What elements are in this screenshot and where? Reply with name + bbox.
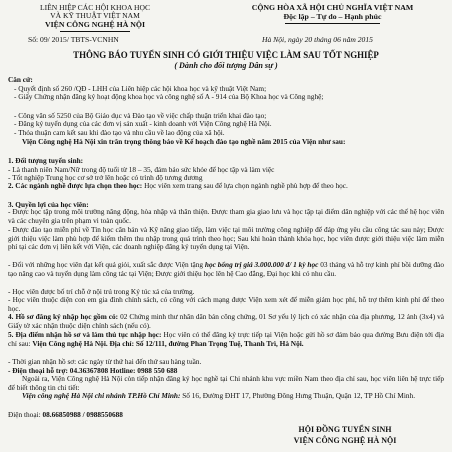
section-3-paragraph-4: - Học viên được bố trí chỗ ở nội trú trong Ký túc xá của trường. <box>8 287 195 296</box>
section-3-paragraph-3 <box>8 261 444 278</box>
section-1-heading: 1. Đối tượng tuyển sinh: <box>8 156 84 165</box>
basis-item-3: - Công văn số 5250 của Bộ Giáo dục và Đào tạo về việc chấp thuận triển khai đào tạo; <box>14 111 267 120</box>
org-underline <box>60 31 130 32</box>
branch-phone-line <box>8 410 123 419</box>
registration-address: Viện Công nghệ Hà Nội. Địa chỉ: Số 12/111, đường Phan Trọng Tuệ, Thanh Trì, Hà Nội. <box>32 338 304 348</box>
intro-paragraph: Viện Công nghệ Hà Nội xin trân trọng thông báo về Kế hoạch đào tạo nghề năm 2015 của Viện như sau: <box>22 137 346 146</box>
section-3-paragraph-1: - Được học tập trong môi trường năng động, hòa nhập và thân thiện. Được tham gia giao lưu và học tập tại điểm dân nghiệp với các thế hệ học viên và các chuyên gia trên phạm vi toàn quốc. <box>8 207 444 225</box>
section-1-line-1: - Là thanh niên Nam/Nữ trong độ tuổi từ 18 – 35, đảm bảo sức khỏe để học tập và làm việc <box>8 165 275 174</box>
section-4-heading: 4. Hồ sơ đăng ký nhập học gồm có: <box>8 312 119 321</box>
org-line-1: LIÊN HIỆP CÁC HỘI KHOA HỌC <box>39 3 151 12</box>
document-subtitle: ( Dành cho đối tượng Dân sự ) <box>174 61 278 70</box>
basis-item-2: - Giấy Chứng nhận đăng ký hoạt động khoa học và công nghệ số A - 914 của Bộ Khoa học và Công nghệ; <box>14 92 324 101</box>
branch-name: Viện công nghệ Hà Nội chi nhánh TP.Hồ Chí Minh: <box>22 391 181 400</box>
org-line-3: VIỆN CÔNG NGHỆ HÀ NỘI <box>44 20 146 29</box>
section-4 <box>8 313 444 330</box>
section-2-text: Học viên xem trang sau để lựa chọn ngành nghề phù hợp để theo học. <box>144 181 348 190</box>
basis-item-4: - Đăng ký tuyển dụng của các đơn vị sản xuất - kinh doanh với Viện Công nghệ Hà Nội. <box>14 119 272 128</box>
south-branch-note: Ngoài ra, Viện Công nghệ Hà Nội còn tiếp nhận đăng ký học nghề tại Chi nhánh khu vực miền Nam theo địa chỉ sau, học viên liên hệ trực tiếp để biết thông tin chi tiết: <box>8 374 444 392</box>
document-title: THÔNG BÁO TUYỂN SINH CÓ GIỚI THIỆU VIỆC LÀM SAU TỐT NGHIỆP <box>73 50 379 60</box>
section-2-heading: 2. Các ngành nghề được lựa chọn theo học: <box>8 181 143 190</box>
basis-item-1: - Quyết định số 260 /QĐ - LHH của Liên hiệp các hội khoa học và kỹ thuật Việt Nam; <box>14 84 267 93</box>
motto-line: Độc lập – Tự do – Hạnh phúc <box>283 12 382 21</box>
section-5-text: Học viên có thể đăng ký trực tiếp tại Viện hoặc gửi hồ sơ đảm bảo qua đường Bưu điện tới địa chỉ sau: <box>8 330 445 348</box>
submission-time: - Thời gian nhận hồ sơ: các ngày từ thứ hai đến thứ sau hàng tuần. <box>8 357 202 366</box>
branch-phone-label: Điện thoại: <box>8 410 43 419</box>
branch-address-b: Thuận, Quận 12, TP Hồ Chí Minh. <box>313 391 416 400</box>
section-5 <box>8 331 444 348</box>
section-4-text: 02 Chứng minh thư nhân dân bản công chứng, 01 Sơ yếu lý lịch có xác nhận của địa phương, 12 ảnh (3x4) và Giấy tờ xác nhận thuộc diện chính sách (nếu có). <box>8 312 444 330</box>
place-date: Hà Nội, ngày 20 tháng 06 năm 2015 <box>262 35 373 44</box>
scholarship-amount: học bổng trị giá 3.000.000 đ/ 1 kỳ học <box>204 260 319 269</box>
section-3-p3-post: 03 tháng và hỗ trợ kinh phí bồi dưỡng đào tạo nâng cao và tuyển dụng làm công tác tại Viện; Được giới thiệu học lên hệ Cao đẳng, Đại học khi có nhu cầu. <box>8 260 444 278</box>
basis-heading: Căn cứ: <box>8 75 33 84</box>
document-number: Số: 09/ 2015/ TBTS-VCNHN <box>28 35 119 44</box>
org-line-2: VÀ KỸ THUẬT VIỆT NAM <box>50 11 140 20</box>
section-1-line-2: - Tốt nghiệp Trung học cơ sở trở lên hoặc có trình độ tương đương <box>8 173 203 182</box>
section-3-heading: 3. Quyền lợi của học viên: <box>8 200 89 209</box>
signature-line-2: VIỆN CÔNG NGHỆ HÀ NỘI <box>293 436 397 445</box>
branch-phone: 08.66850988 / 0988550688 <box>42 410 123 419</box>
nation-line: CỘNG HÒA XÃ HỘI CHỦ NGHĨA VIỆT NAM <box>251 3 414 12</box>
section-5-heading: 5. Địa điểm nhận hồ sơ và làm thủ tục nhập học: <box>8 330 162 339</box>
section-2 <box>8 182 444 191</box>
south-branch-address <box>8 392 444 401</box>
signature-line-1: HỘI ĐỒNG TUYỂN SINH <box>298 425 392 434</box>
motto-underline <box>285 23 380 24</box>
basis-item-5: - Thỏa thuận cam kết sau khi đào tạo và nhu cầu về lao động của xã hội. <box>14 128 225 137</box>
branch-address-a: Số 16, Đường ĐHT 17, Phường Đông Hưng <box>180 391 312 400</box>
section-3-paragraph-2: - Được đào tạo miễn phí về Tin học căn bản và Kỹ năng giao tiếp, làm việc tại môi trường công nghiệp để đáp ứng yêu cầu công tác sau này; Được giới thiệu việc làm phù hợp để kiếm thêm thu nhập trong quá trình theo học; Sau khi hoàn thành khóa học, học viên được giới thiệu việc làm miễn phí tại các đơn vị liên kết với Viện, các doanh nghiệp đăng ký tuyển dụng tại Viện. <box>8 225 444 252</box>
section-3-paragraph-5: - Học viên thuộc diện con em gia đình chính sách, có công với cách mạng được Viện xem xét để miễn giảm học phí, hỗ trợ thêm kinh phí để theo học. <box>8 295 444 313</box>
support-phone: - Điện thoại hỗ trợ: 04.36367808 Hotline: 0988 550 688 <box>8 366 178 375</box>
section-3-p3-pre: - Đối với những học viên đạt kết quả giỏi, xuất sắc được Viện tặng <box>8 260 205 269</box>
